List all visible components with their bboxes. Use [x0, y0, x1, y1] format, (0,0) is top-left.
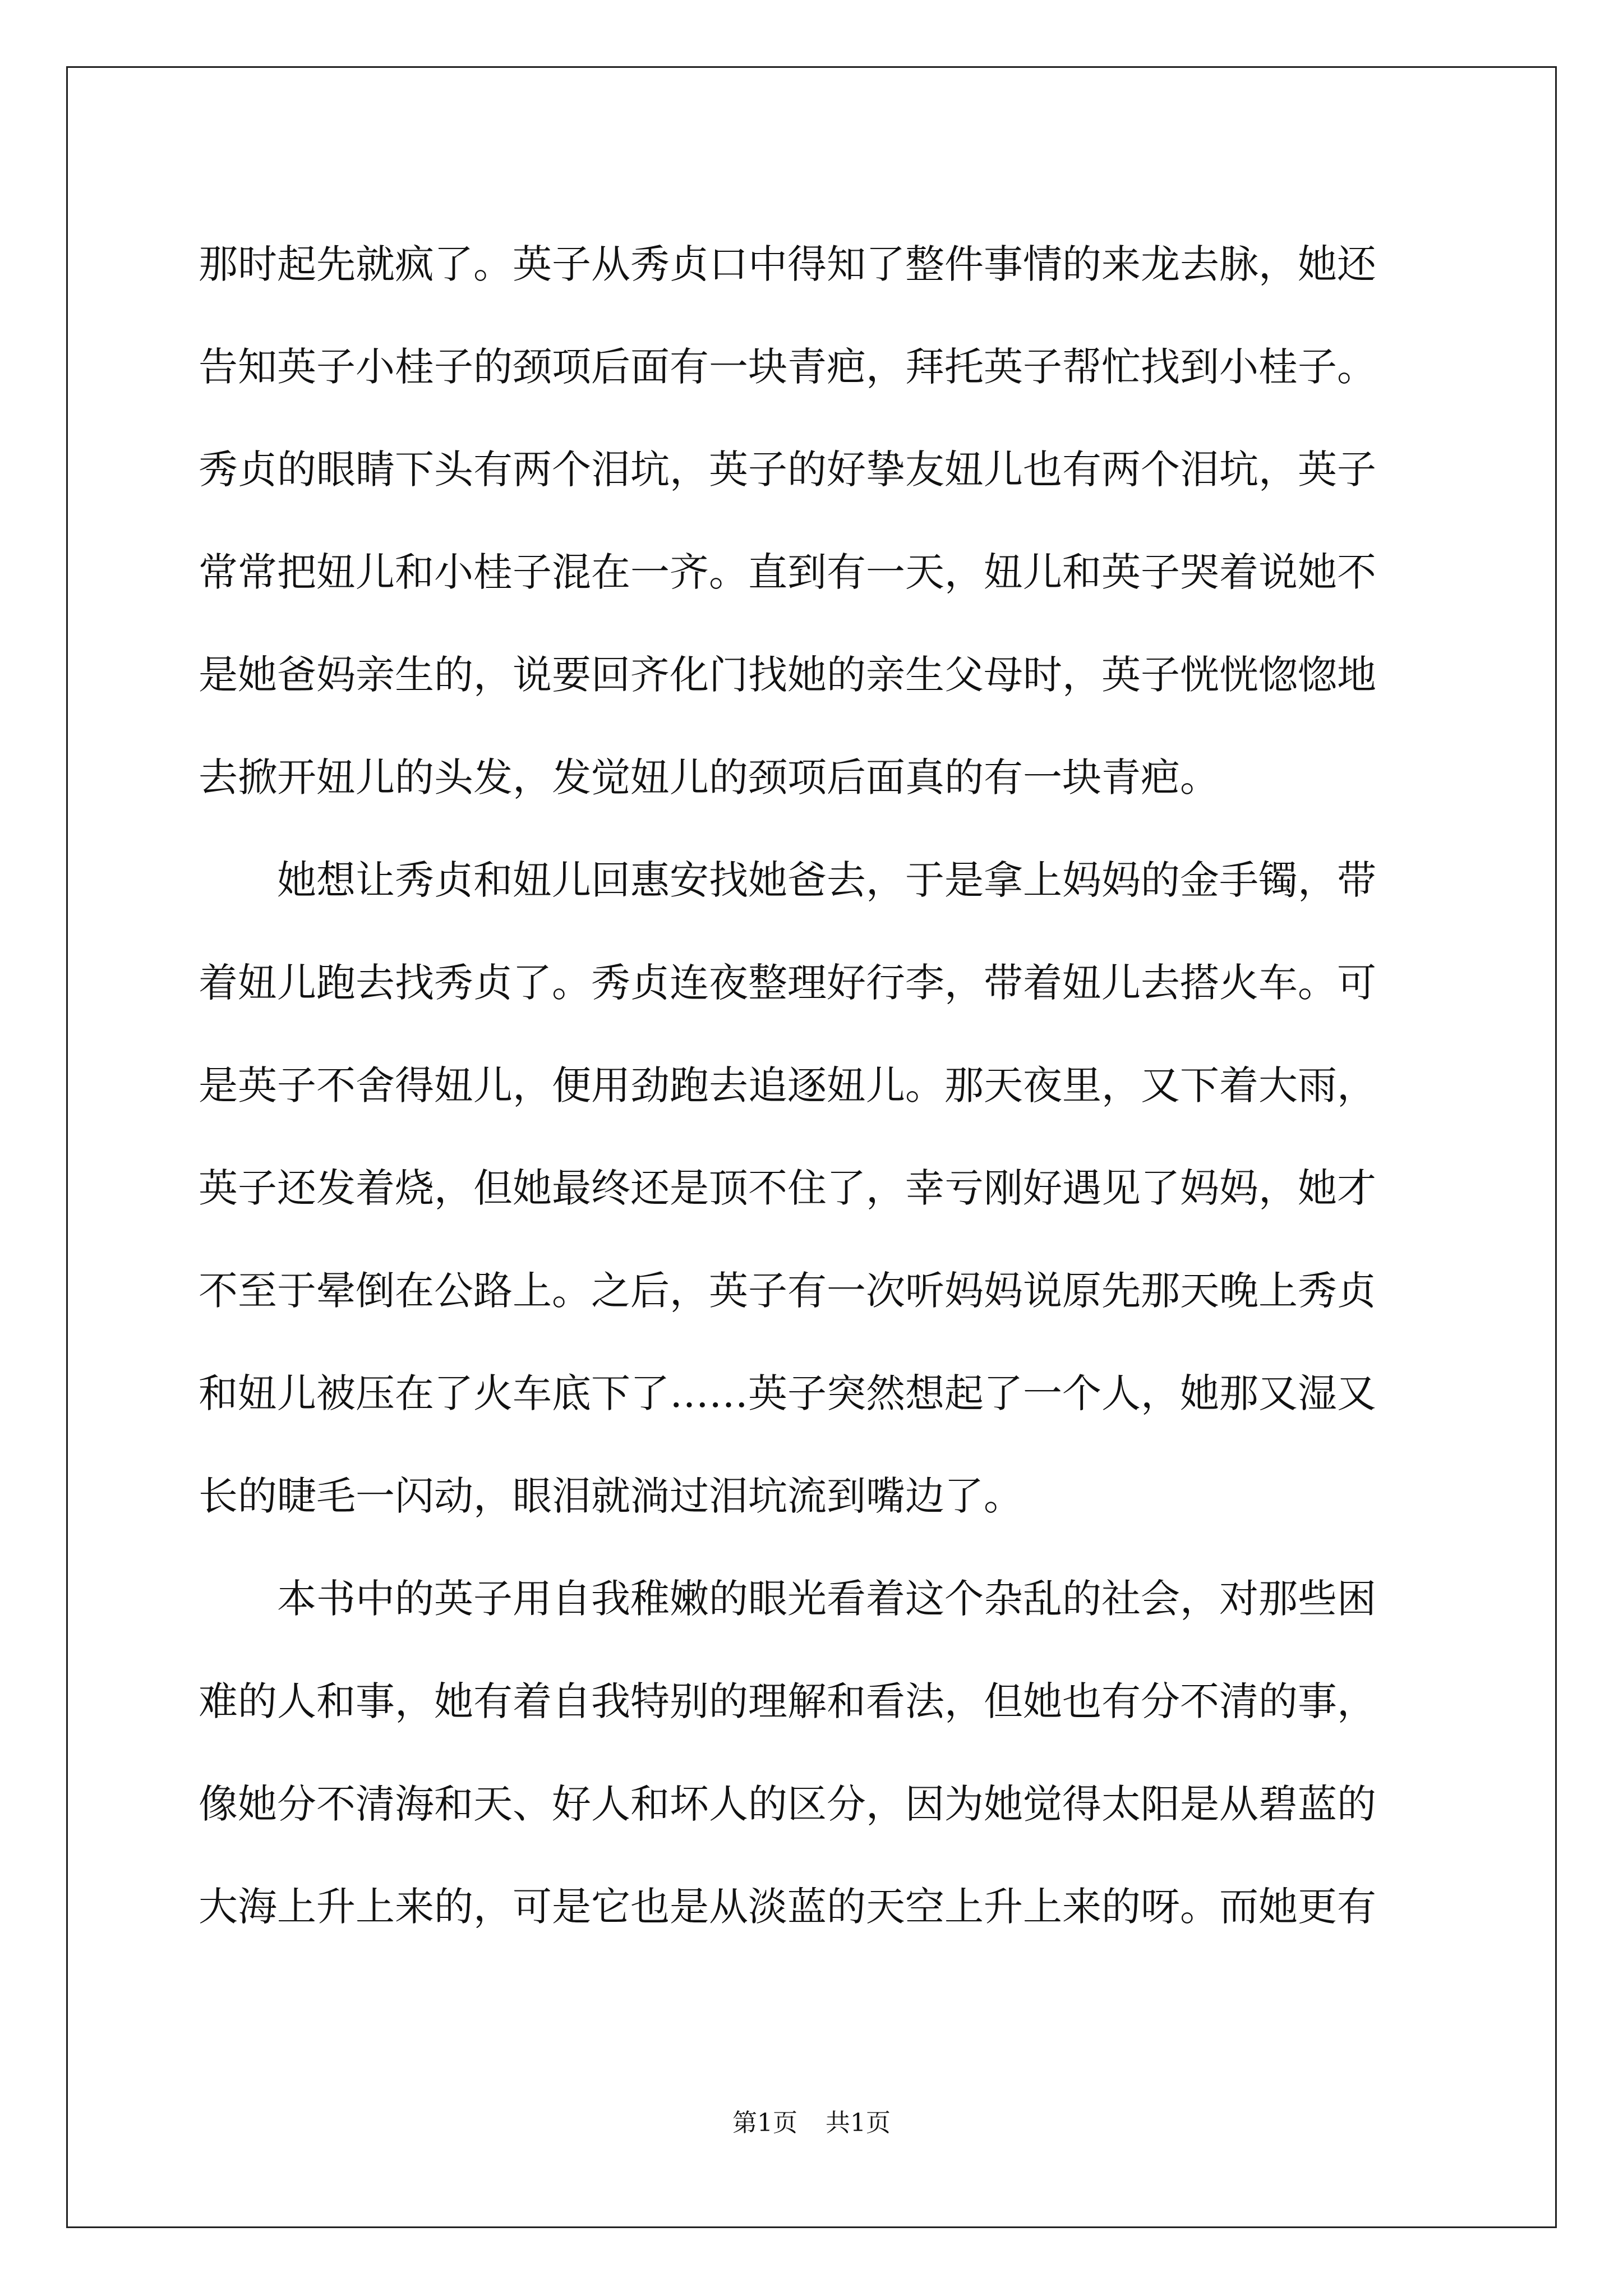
page-number-total: 共1页: [826, 2109, 891, 2137]
text-line: 是她爸妈亲生的，说要回齐化门找她的亲生父母时，英子恍恍惚惚地: [199, 652, 1376, 698]
text-line: 难的人和事，她有着自我特别的理解和看法，但她也有分不清的事，: [199, 1678, 1376, 1724]
text-line: 不至于晕倒在公路上。之后，英子有一次听妈妈说原先那天晚上秀贞: [199, 1268, 1376, 1314]
page-number-current: 第1页: [732, 2109, 797, 2137]
text-line: 像她分不清海和天、好人和坏人的区分，因为她觉得太阳是从碧蓝的: [199, 1781, 1376, 1827]
text-line: 着妞儿跑去找秀贞了。秀贞连夜整理好行李，带着妞儿去搭火车。可: [199, 960, 1376, 1006]
paragraph-first-line: 本书中的英子用自我稚嫩的眼光看着这个杂乱的社会，对那些困: [277, 1576, 1376, 1622]
text-line: 和妞儿被压在了火车底下了……英子突然想起了一个人，她那又湿又: [199, 1370, 1376, 1416]
text-line: 大海上升上来的，可是它也是从淡蓝的天空上升上来的呀。而她更有: [199, 1884, 1376, 1930]
page-footer: [0, 2102, 1623, 2138]
text-line: 秀贞的眼睛下头有两个泪坑，英子的好挚友妞儿也有两个泪坑，英子: [199, 447, 1376, 493]
text-line: 那时起先就疯了。英子从秀贞口中得知了整件事情的来龙去脉，她还: [199, 241, 1376, 287]
text-line: 常常把妞儿和小桂子混在一齐。直到有一天，妞儿和英子哭着说她不: [199, 549, 1376, 595]
text-line: 英子还发着烧，但她最终还是顶不住了，幸亏刚好遇见了妈妈，她才: [199, 1165, 1376, 1211]
text-line: 长的睫毛一闪动，眼泪就淌过泪坑流到嘴边了。: [199, 1473, 1023, 1519]
text-line: 告知英子小桂子的颈项后面有一块青疤，拜托英子帮忙找到小桂子。: [199, 344, 1376, 390]
paragraph-first-line: 她想让秀贞和妞儿回惠安找她爸去，于是拿上妈妈的金手镯，带: [277, 857, 1376, 903]
text-line: 去掀开妞儿的头发，发觉妞儿的颈项后面真的有一块青疤。: [199, 754, 1219, 800]
text-line: 是英子不舍得妞儿，便用劲跑去追逐妞儿。那天夜里，又下着大雨，: [199, 1062, 1376, 1108]
document-body: [199, 213, 1432, 1958]
